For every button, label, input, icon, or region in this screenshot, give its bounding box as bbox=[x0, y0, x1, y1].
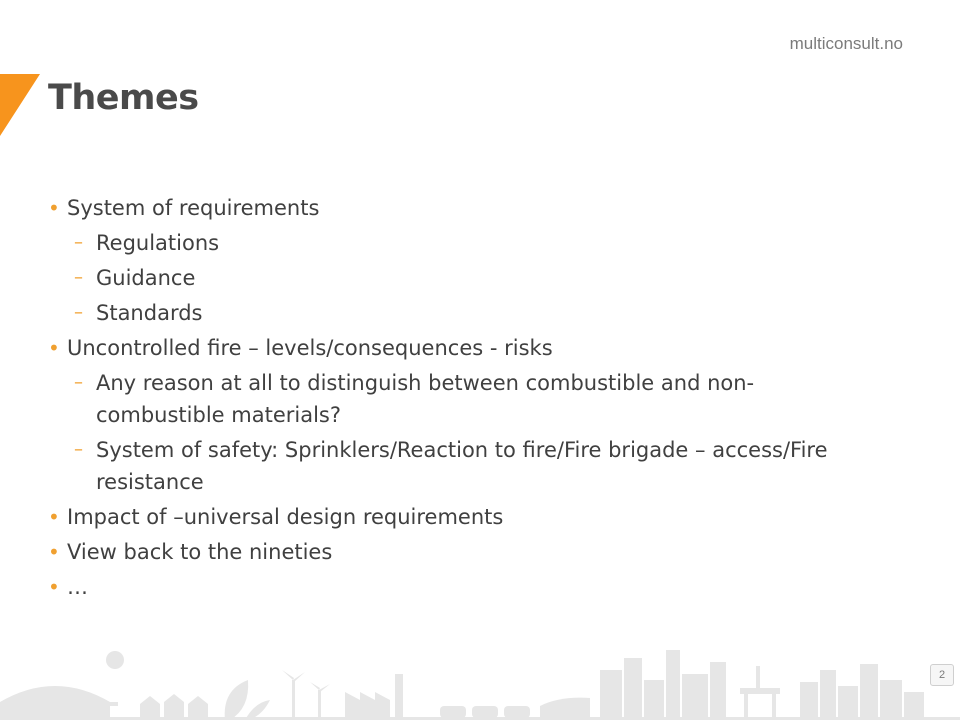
bullet-text: Uncontrolled fire – levels/consequences - risks bbox=[67, 336, 553, 360]
slide-title: Themes bbox=[48, 78, 199, 118]
sub-bullet-item bbox=[48, 297, 868, 329]
bullet-text: Impact of –universal design requirements bbox=[67, 505, 504, 529]
bullet-item bbox=[48, 192, 868, 224]
bullet-item bbox=[48, 536, 868, 568]
bullet-item bbox=[48, 332, 868, 364]
sub-bullet-marker: – bbox=[74, 232, 83, 253]
bullet-item bbox=[48, 501, 868, 533]
bullet-marker: • bbox=[48, 540, 60, 564]
city-skyline-illustration-icon bbox=[0, 640, 960, 720]
sub-bullet-item bbox=[48, 367, 868, 431]
orange-triangle-accent-icon bbox=[0, 74, 40, 136]
bullet-text: System of requirements bbox=[67, 196, 320, 220]
brand-url: multiconsult.no bbox=[789, 34, 903, 53]
sub-bullet-marker: – bbox=[74, 302, 83, 323]
bullet-marker: • bbox=[48, 336, 60, 360]
bullet-item bbox=[48, 571, 868, 603]
sub-bullet-text: System of safety: Sprinklers/Reaction to fire/Fire brigade – access/Fire resistance bbox=[96, 438, 828, 494]
sub-bullet-text: Guidance bbox=[96, 266, 196, 290]
bullet-text: View back to the nineties bbox=[67, 540, 333, 564]
sub-bullet-text: Regulations bbox=[96, 231, 220, 255]
bullet-marker: • bbox=[48, 575, 60, 599]
sub-bullet-marker: – bbox=[74, 267, 83, 288]
sub-bullet-item bbox=[48, 434, 868, 498]
bullet-text: … bbox=[67, 575, 88, 599]
sub-bullet-text: Any reason at all to distinguish between combustible and non-combustible materials? bbox=[96, 371, 755, 427]
bullet-marker: • bbox=[48, 505, 60, 529]
sub-bullet-marker: – bbox=[74, 439, 83, 460]
sub-bullet-text: Standards bbox=[96, 301, 203, 325]
bullet-list bbox=[48, 192, 868, 606]
bullet-marker: • bbox=[48, 196, 60, 220]
page-number: 2 bbox=[930, 664, 954, 686]
sub-bullet-item bbox=[48, 262, 868, 294]
sub-bullet-item bbox=[48, 227, 868, 259]
sub-bullet-marker: – bbox=[74, 372, 83, 393]
